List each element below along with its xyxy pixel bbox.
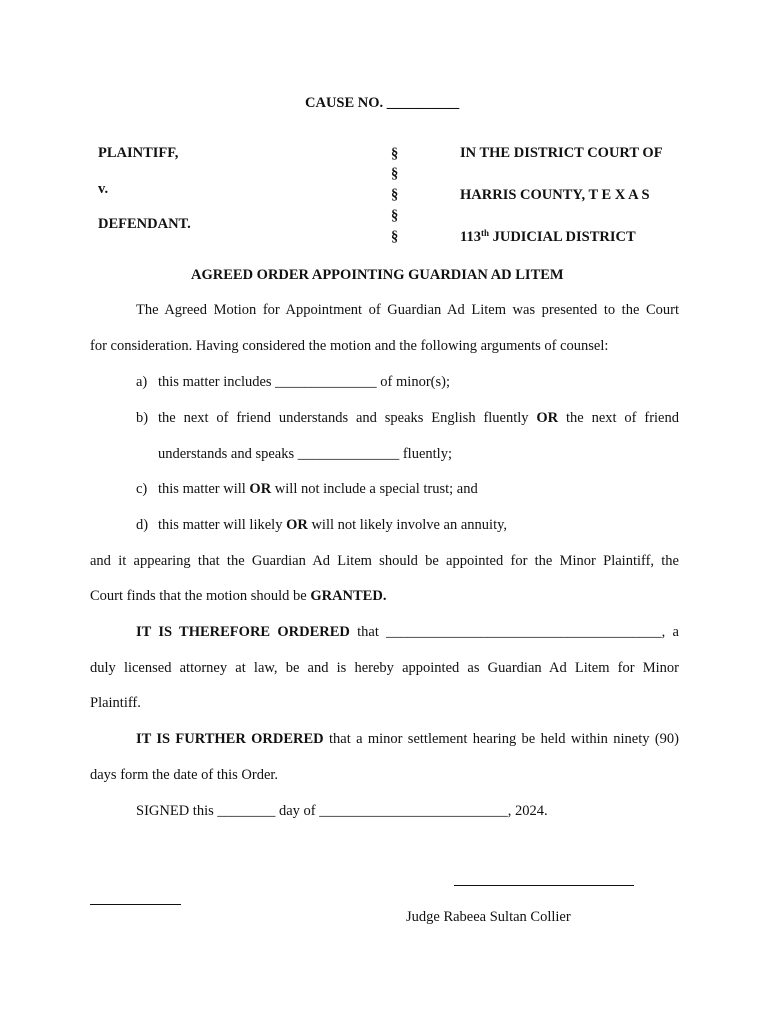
document-title: AGREED ORDER APPOINTING GUARDIAN AD LITEM <box>191 267 564 283</box>
finding-line-2 <box>90 587 386 605</box>
finding-text: Court finds that the motion should be <box>90 588 311 604</box>
item-b-line-1 <box>158 409 679 427</box>
section-mark: § <box>391 187 399 203</box>
finding-line-1: and it appearing that the Guardian Ad Litem should be appointed for the Minor Plaintiff, the <box>90 553 679 569</box>
district-text: JUDICIAL DISTRICT <box>488 229 636 245</box>
order-further-line-2: days form the date of this Order. <box>90 767 279 783</box>
item-c-or: OR <box>249 481 272 497</box>
section-mark: § <box>391 146 399 162</box>
item-d-post: will not likely involve an annuity, <box>307 517 508 533</box>
district-ordinal: th <box>480 228 489 238</box>
item-b-pre: the next of friend understands and speaks English fluently <box>158 410 537 426</box>
item-c-pre: this matter will <box>158 481 250 497</box>
date-signature-line <box>90 904 181 905</box>
district-number: 113 <box>460 229 481 245</box>
signed-line: SIGNED this ________ day of __________________________, 2024. <box>136 803 548 819</box>
item-b-line-2: understands and speaks ______________ fluently; <box>158 446 452 462</box>
item-d-pre: this matter will likely <box>158 517 287 533</box>
cause-number: CAUSE NO. __________ <box>305 95 460 111</box>
item-d-marker: d) <box>136 517 149 533</box>
defendant-label: DEFENDANT. <box>98 216 191 232</box>
item-c-post: will not include a special trust; and <box>271 481 478 497</box>
therefore-ordered-rest: that ______________________________________, a <box>349 624 679 640</box>
order-therefore-line-1 <box>136 623 679 641</box>
therefore-ordered-lead: IT IS THEREFORE ORDERED <box>136 624 350 640</box>
order-further-line-1 <box>136 730 679 748</box>
item-c-text <box>158 480 478 498</box>
order-therefore-line-3: Plaintiff. <box>90 695 141 711</box>
intro-line-1: The Agreed Motion for Appointment of Guardian Ad Litem was presented to the Court <box>136 302 679 318</box>
granted-text: GRANTED. <box>310 588 387 604</box>
county-label: HARRIS COUNTY, T E X A S <box>460 187 650 203</box>
item-a-marker: a) <box>136 374 148 390</box>
order-therefore-line-2: duly licensed attorney at law, be and is hereby appointed as Guardian Ad Litem for Minor <box>90 660 679 676</box>
court-label: IN THE DISTRICT COURT OF <box>460 145 663 161</box>
section-mark: § <box>391 208 399 224</box>
item-b-marker: b) <box>136 410 149 426</box>
item-b-or: OR <box>536 410 559 426</box>
district-label <box>460 228 636 246</box>
intro-line-2: for consideration. Having considered the motion and the following arguments of counsel: <box>90 338 609 354</box>
further-ordered-rest: that a minor settlement hearing be held within ninety (90) <box>323 731 679 747</box>
plaintiff-label: PLAINTIFF, <box>98 145 179 161</box>
section-mark: § <box>391 166 399 182</box>
item-d-text <box>158 516 507 534</box>
versus-label: v. <box>98 181 109 197</box>
judge-name: Judge Rabeea Sultan Collier <box>406 909 571 925</box>
section-mark: § <box>391 229 399 245</box>
item-b-post: the next of friend <box>558 410 679 426</box>
item-d-or: OR <box>286 517 308 533</box>
item-a-text: this matter includes ______________ of minor(s); <box>158 374 450 390</box>
further-ordered-lead: IT IS FURTHER ORDERED <box>136 731 324 747</box>
judge-signature-line <box>454 885 634 886</box>
item-c-marker: c) <box>136 481 148 497</box>
